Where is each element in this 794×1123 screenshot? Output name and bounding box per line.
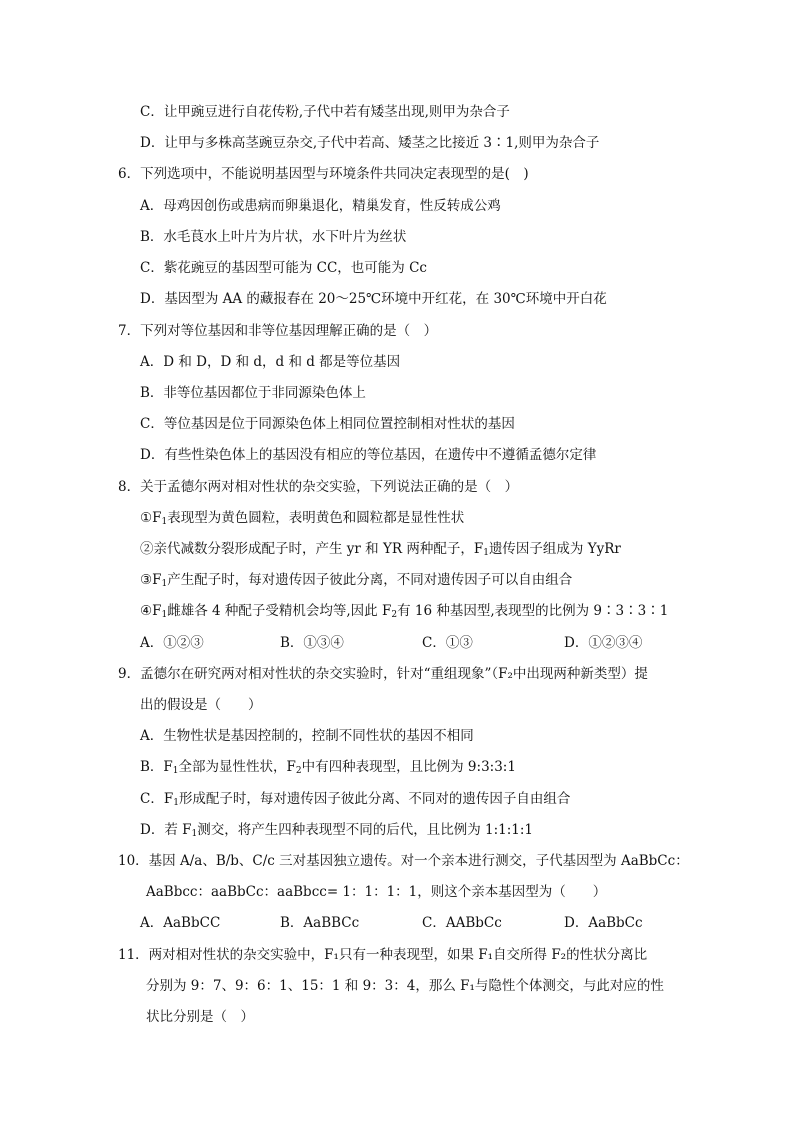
- q7-option-b: B．非等位基因都位于非同源染色体上: [140, 385, 366, 401]
- q8-option-a: A．①②③: [140, 635, 204, 651]
- q8-option-c: C．①③: [422, 635, 473, 651]
- q10-option-c: C．AABbCc: [422, 915, 502, 931]
- q9-option-c: C．$F_1$形成配子时，每对遗传因子彼此分离、不同对的遗传因子自由组合: [140, 791, 571, 808]
- q11-stem-line1: 11．两对相对性状的杂交实验中，F₁只有一种表现型，如果 F₁自交所得 F₂的性状分离比: [118, 947, 648, 963]
- q11-stem-line2: 分别为 9：7、9：6：1、15：1 和 9：3：4，那么 F₁与隐性个体测交，与此对应的性: [146, 978, 664, 994]
- q9-option-a: A．生物性状是基因控制的，控制不同性状的基因不相同: [140, 728, 474, 744]
- q7-option-c: C．等位基因是位于同源染色体上相同位置控制相对性状的基因: [140, 416, 515, 432]
- q7-option-d: D．有些性染色体上的基因没有相应的等位基因，在遗传中不遵循孟德尔定律: [140, 447, 597, 463]
- q5-option-c: C．让甲豌豆进行自花传粉,子代中若有矮茎出现,则甲为杂合子: [140, 104, 510, 120]
- q6-option-a: A．母鸡因创伤或患病而卵巢退化，精巢发育，性反转成公鸡: [140, 198, 501, 214]
- q9-option-b: B．$F_1$全部为显性性状，$F_2$中有四种表现型，且比例为 9:3:3:1: [140, 759, 516, 776]
- q6-option-d: D．基因型为 AA 的藏报春在 20～25℃环境中开红花，在 30℃环境中开白花: [140, 291, 607, 307]
- q6-option-c: C．紫花豌豆的基因型可能为 CC，也可能为 Cc: [140, 260, 427, 276]
- q10-option-b: B．AaBBCc: [280, 915, 360, 931]
- q8-statement-4: $④F_1$雌雄各 4 种配子受精机会均等,因此 $F_2$有 16 种基因型,表现型的比例为 9∶3∶3∶1: [140, 603, 669, 620]
- q6-option-b: B．水毛茛水上叶片为片状，水下叶片为丝状: [140, 229, 407, 245]
- q9-stem-line2: 出的假设是（ ）: [140, 697, 262, 713]
- q9-stem-line1: 9．孟德尔在研究两对相对性状的杂交实验时，针对“重组现象”（F₂中出现两种新类型）提: [118, 666, 648, 682]
- q8-statement-3: $③F_1$产生配子时，每对遗传因子彼此分离，不同对遗传因子可以自由组合: [140, 572, 573, 589]
- q5-option-d: D．让甲与多株高茎豌豆杂交,子代中若高、矮茎之比接近 3∶1,则甲为杂合子: [140, 135, 600, 151]
- q8-option-d: D．①②③④: [564, 635, 643, 651]
- q10-option-a: A．AaBbCC: [140, 915, 221, 931]
- q10-option-d: D．AaBbCc: [564, 915, 643, 931]
- q10-stem-line1: 10．基因 A/a、B/b、C/c 三对基因独立遗传。对一个亲本进行测交，子代基因型为 AaBbCc：: [118, 853, 689, 869]
- q7-stem: 7．下列对等位基因和非等位基因理解正确的是（ ）: [118, 323, 438, 339]
- q9-option-d: D．若 $F_1$测交，将产生四种表现型不同的后代，且比例为 1:1:1:1: [140, 822, 534, 839]
- q7-option-a: A．D 和 D，D 和 d，d 和 d 都是等位基因: [140, 354, 401, 370]
- q8-statement-2: ②亲代减数分裂形成配子时，产生 yr 和 YR 两种配子，$F_1$遗传因子组成为 YyRr: [140, 541, 621, 558]
- q8-stem: 8．关于孟德尔两对相对性状的杂交实验，下列说法正确的是（ ）: [118, 479, 519, 495]
- q11-stem-line3: 状比分别是（ ）: [146, 1009, 254, 1025]
- q6-stem: 6．下列选项中，不能说明基因型与环境条件共同决定表现型的是( ): [118, 166, 529, 182]
- q8-option-b: B．①③④: [280, 635, 344, 651]
- q10-stem-line2: AaBbcc：aaBbCc：aaBbcc= 1：1：1：1，则这个亲本基因型为（ ）: [146, 884, 607, 900]
- q8-statement-1: $①F_1$表现型为黄色圆粒，表明黄色和圆粒都是显性性状: [140, 510, 465, 527]
